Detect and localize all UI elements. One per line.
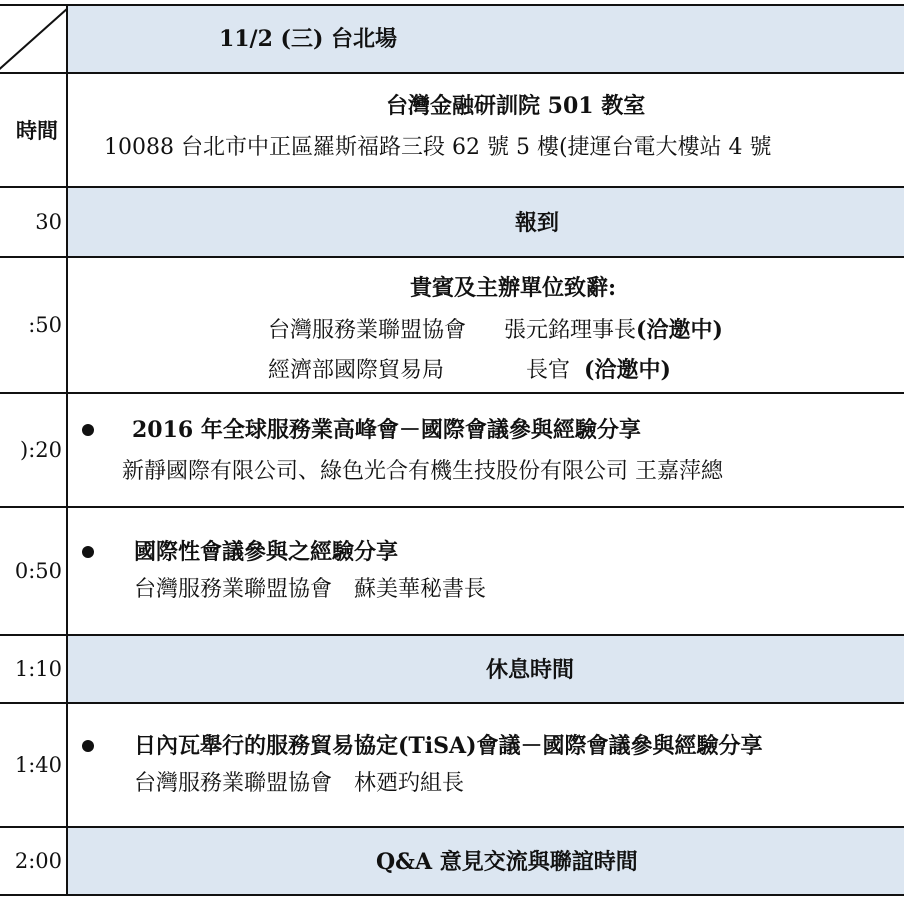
item-speaker: 台灣服務業聯盟協會 林廼玓組長 (134, 771, 465, 796)
person-name: 張元銘理事長 (504, 318, 637, 343)
bullet-icon (82, 424, 94, 436)
venue-address: 10088 台北市中正區羅斯福路三段 62 號 5 樓(捷運台電大樓站 4 號 (104, 135, 772, 160)
item-cell (68, 508, 904, 634)
item-cell (68, 828, 904, 894)
org-name: 經濟部國際貿易局 (268, 358, 445, 383)
bullet-icon (82, 740, 94, 752)
time-header-cell (0, 74, 68, 186)
item-title: 貴賓及主辦單位致辭: (410, 275, 617, 301)
item-cell (68, 636, 904, 702)
agenda-row-summit (0, 394, 904, 508)
agenda-row-registration (0, 188, 904, 258)
header-row (0, 6, 904, 74)
status-text: (洽邀中) (584, 357, 671, 383)
org-name: 台灣服務業聯盟協會 (268, 318, 467, 343)
time-cell: ):20 (0, 394, 68, 506)
item-title: 日內瓦舉行的服務貿易協定(TiSA)會議－國際會議參與經驗分享 (134, 733, 763, 759)
session-title: 11/2 (三) 台北場 (218, 26, 398, 52)
speaker-line (268, 352, 671, 389)
item-cell (68, 258, 904, 392)
agenda-row-tisa (0, 704, 904, 828)
time-label: 時間 (16, 118, 58, 143)
time-cell: 2:00 (0, 828, 68, 894)
agenda-row-qa (0, 828, 904, 896)
item-title: 報到 (515, 210, 560, 236)
venue-row (0, 74, 904, 188)
time-cell: 0:50 (0, 508, 68, 634)
time-cell: 1:10 (0, 636, 68, 702)
agenda-row-international (0, 508, 904, 636)
time-cell: 30 (0, 188, 68, 256)
session-title-cell (68, 6, 904, 72)
item-speaker: 台灣服務業聯盟協會 蘇美華秘書長 (134, 577, 487, 602)
venue-name: 台灣金融研訓院 501 教室 (386, 93, 646, 119)
item-title: 2016 年全球服務業高峰會－國際會議參與經驗分享 (132, 417, 641, 443)
time-cell: :50 (0, 258, 68, 392)
status-text: (洽邀中) (636, 317, 723, 343)
item-speaker: 新靜國際有限公司、綠色光合有機生技股份有限公司 王嘉萍總 (122, 459, 723, 484)
agenda-row-break (0, 636, 904, 704)
corner-cell (0, 6, 68, 72)
diagonal-line (0, 6, 68, 74)
speaker-line (268, 312, 723, 349)
time-cell: 1:40 (0, 704, 68, 826)
item-cell (68, 704, 904, 826)
item-cell (68, 188, 904, 256)
agenda-row-opening (0, 258, 904, 394)
venue-cell (68, 74, 904, 186)
item-title: 國際性會議參與之經驗分享 (134, 539, 399, 565)
bullet-icon (82, 546, 94, 558)
person-name: 長官 (526, 358, 571, 383)
item-title: Q&A 意見交流與聯誼時間 (376, 849, 638, 875)
item-title: 休息時間 (486, 657, 575, 683)
item-cell (68, 394, 904, 506)
